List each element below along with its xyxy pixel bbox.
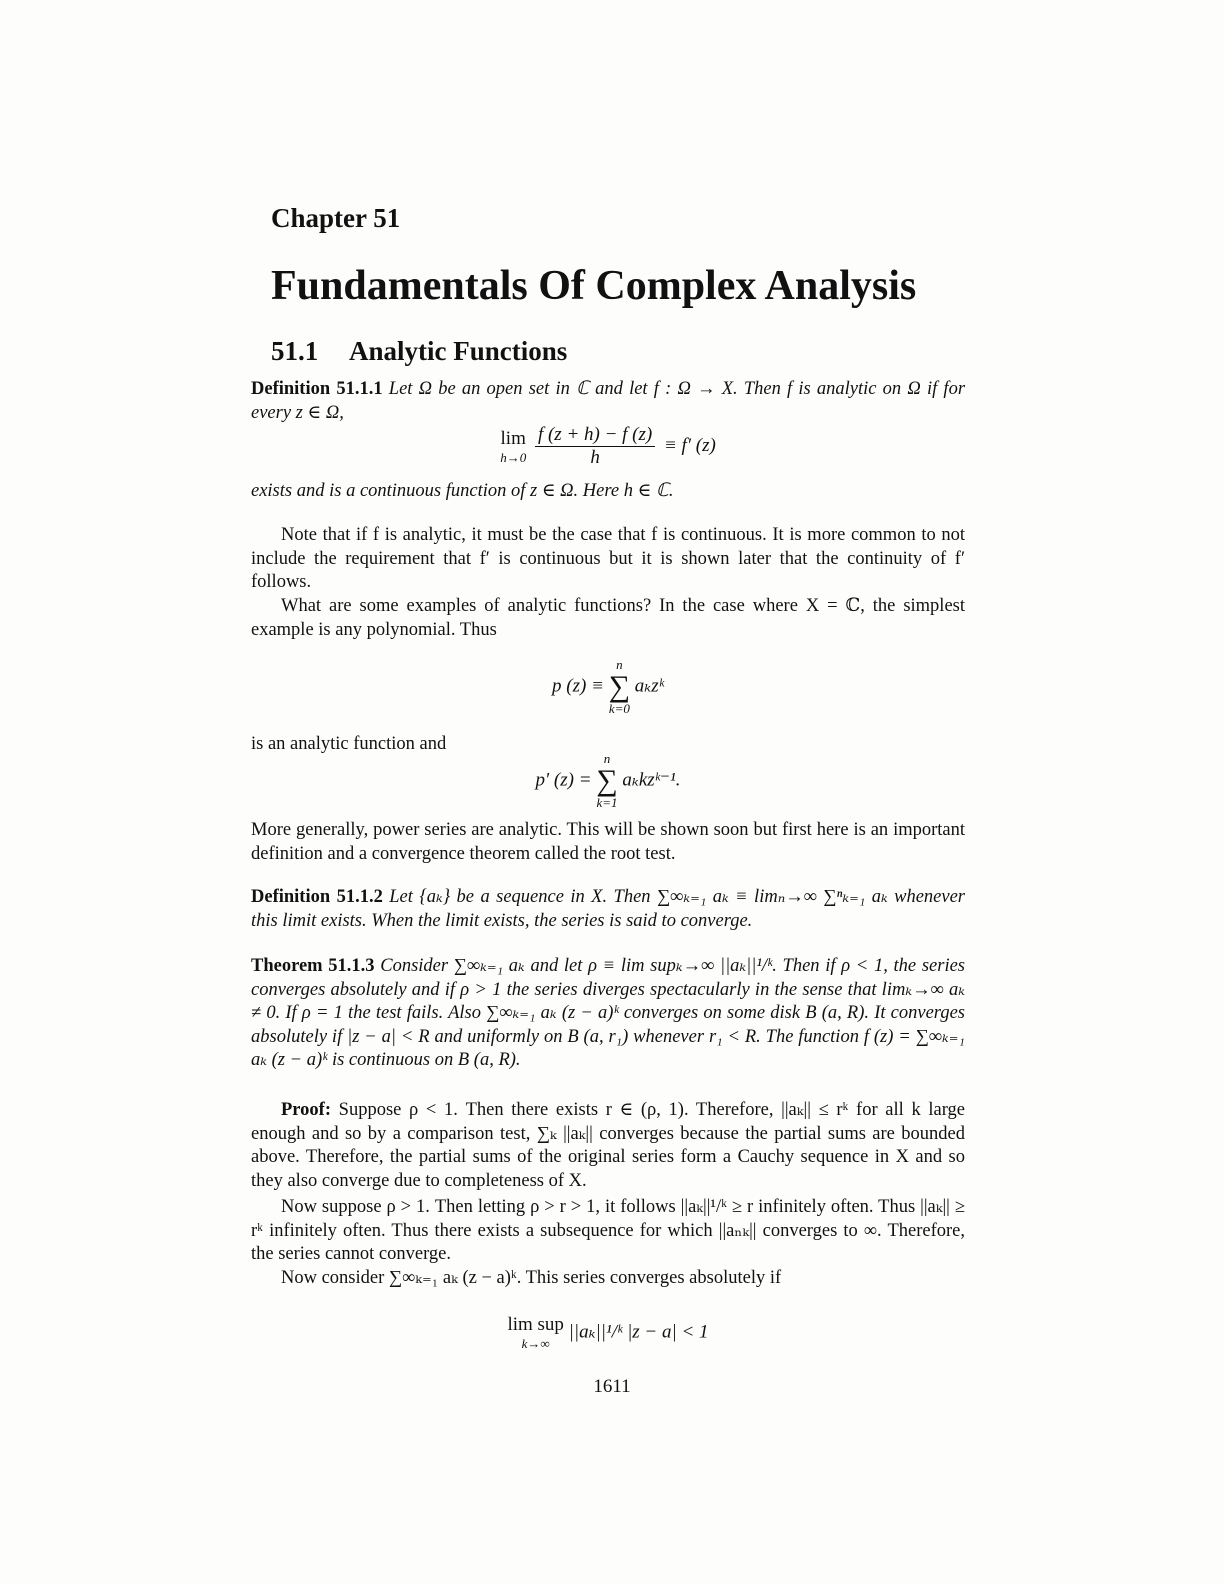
section-heading xyxy=(271,336,567,367)
page-number: 1611 xyxy=(593,1376,631,1397)
chapter-title: Fundamentals Of Complex Analysis xyxy=(271,263,917,309)
polynomial-equation xyxy=(251,658,965,716)
sigma-icon: ∑ xyxy=(596,764,618,797)
section-number: 51.1 xyxy=(271,336,319,366)
eq-p-rhs: aₖzᵏ xyxy=(634,675,664,697)
frac-numerator: f (z + h) − f (z) xyxy=(535,424,655,447)
paragraph-3: is an analytic function and xyxy=(251,734,447,754)
limsup-sub: k→∞ xyxy=(521,1336,550,1351)
paragraph-2: What are some examples of analytic functions? In the case where X = ℂ, the simplest example is any polynomial. Thus xyxy=(251,596,965,640)
sigma-icon: ∑ xyxy=(608,670,631,703)
theorem xyxy=(251,955,965,1073)
sum-top: n xyxy=(603,751,611,766)
lim-sub: h→0 xyxy=(500,449,527,465)
eq-dp-rhs: aₖkzᵏ⁻¹. xyxy=(622,769,681,791)
proof-paragraph-2: Now suppose ρ > 1. Then letting ρ > r > 1, it follows ||aₖ||¹/ᵏ ≥ r infinitely often. Thus ||aₖ|| ≥ rᵏ infinitely often. Thus there exists a subsequence for which ||aₙₖ|| converges to ∞. Therefore, the series cannot converge. xyxy=(251,1197,965,1264)
proof-paragraph-3: Now consider ∑∞ₖ₌₁ aₖ (z − a)ᵏ. This series converges absolutely if xyxy=(281,1268,782,1288)
lim-label: lim xyxy=(500,427,526,449)
definition-2-label: Definition 51.1.2 xyxy=(251,887,383,907)
theorem-text: Consider ∑∞ₖ₌₁ aₖ and let ρ ≡ lim supₖ→∞ ||aₖ||¹/ᵏ. Then if ρ < 1, the series converges absolutely and if ρ > 1 the series diverges spectacularly in the sense that limₖ→∞ aₖ ≠ 0. If ρ = 1 the test fails. Also ∑∞ₖ₌₁ aₖ (z − a)ᵏ converges on some disk B (a, R). It converges absolutely if |z − a| < R and uniformly on B (a, r₁) whenever r₁ < R. The function f (z) = ∑∞ₖ₌₁ aₖ (z − a)ᵏ is continuous on B (a, R). xyxy=(251,956,965,1070)
definition-1-text: Let Ω be an open set in ℂ and let f : Ω → X. Then f is analytic on Ω if for every z ∈ Ω, xyxy=(251,379,966,423)
sum-top: n xyxy=(616,657,623,672)
section-title: Analytic Functions xyxy=(349,336,568,366)
proof-label: Proof: xyxy=(281,1100,331,1120)
definition-1-label: Definition 51.1.1 xyxy=(251,379,383,399)
paragraph-4: More generally, power series are analytic. This will be shown soon but first here is an important definition and a convergence theorem called the root test. xyxy=(251,820,965,864)
derivative-equation xyxy=(251,424,965,469)
proof-text-1: Suppose ρ < 1. Then there exists r ∈ (ρ, 1). Therefore, ||aₖ|| ≤ rᵏ for all k large enough and so by a comparison test, ∑ₖ ||aₖ|| converges because the partial sums are bounded above. Therefore, the partial sums of the original series form a Cauchy sequence in X and so they also converge due to completeness of X. xyxy=(251,1100,966,1191)
derivative-polynomial-equation xyxy=(251,752,965,810)
eq-p-lhs: p (z) ≡ xyxy=(552,675,604,697)
theorem-label: Theorem 51.1.3 xyxy=(251,956,375,976)
frac-denominator: h xyxy=(590,447,600,468)
limsup-label: lim sup xyxy=(507,1314,564,1335)
definition-1-tail: exists and is a continuous function of z ∈ Ω. Here h ∈ ℂ. xyxy=(251,481,674,501)
paragraph-1: Note that if f is analytic, it must be the case that f is continuous. It is more common to not include the requirement that f′ is continuous but it is shown later that the continuity of f′ follows. xyxy=(251,525,965,592)
sum-bottom: k=1 xyxy=(596,795,618,810)
eq-rhs: ≡ f′ (z) xyxy=(663,434,716,456)
eq-dp-lhs: p′ (z) = xyxy=(535,769,592,791)
definition-1 xyxy=(251,378,965,425)
definition-2 xyxy=(251,886,965,933)
eq-last-rhs: ||aₖ||¹/ᵏ |z − a| < 1 xyxy=(568,1321,709,1343)
proof-paragraph-1 xyxy=(251,1099,965,1193)
chapter-label: Chapter 51 xyxy=(271,203,401,233)
root-test-equation xyxy=(251,1314,965,1352)
definition-2-text: Let {aₖ} be a sequence in X. Then ∑∞ₖ₌₁ aₖ ≡ limₙ→∞ ∑ⁿₖ₌₁ aₖ whenever this limit exists. When the limit exists, the series is said to converge. xyxy=(251,887,966,931)
sum-bottom: k=0 xyxy=(608,701,630,716)
